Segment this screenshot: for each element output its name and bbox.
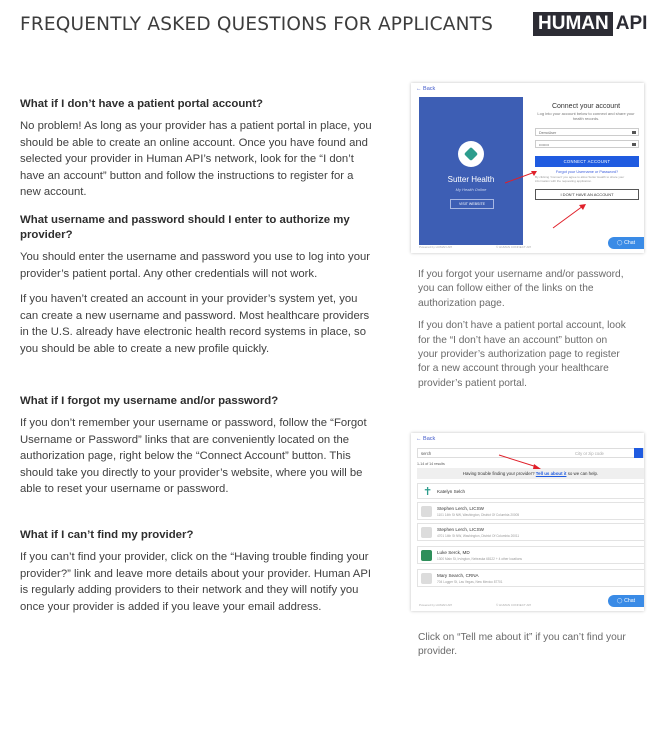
trouble-suffix: so we can help. — [567, 471, 599, 476]
provider-name: Mary Search, CRNA — [437, 573, 479, 578]
search-caption — [418, 631, 628, 668]
connect-subtitle: Log into your account below to connect and share your health records. — [537, 111, 635, 121]
chat-label: Chat — [624, 240, 636, 246]
avatar-icon — [421, 506, 432, 517]
logo-human: HUMAN — [533, 12, 613, 36]
list-item[interactable] — [417, 546, 644, 564]
faq-question: What if I don’t have a patient portal account? — [20, 98, 264, 110]
trouble-text: Having trouble finding your provider? — [462, 471, 535, 476]
provider-address: 1300 Main St, Irvington, Nebraska 68122 + 4 other locations — [437, 557, 522, 561]
forgot-credentials-link[interactable]: Forgot your Username or Password? — [555, 170, 619, 174]
caption-paragraph: If you don’t have a patient portal account, look for the “I don’t have an account” button on your provider’s authorization page to register for a new account through your healthcare provider’s patient portal. — [418, 320, 626, 389]
faq-section — [20, 97, 375, 210]
tell-us-link[interactable]: Tell us about it — [535, 471, 567, 476]
auth-page-screenshot — [411, 83, 644, 253]
chat-icon: ◯ — [616, 240, 625, 246]
chat-icon: ◯ — [616, 598, 625, 604]
faq-answer: If you can’t find your provider, click on the “Having trouble finding your provider?” link and leave more details about your provider. Human API is regularly adding providers to their network and they will notify you once your provider is added if you leave your email address. — [20, 551, 372, 613]
consent-text: By clicking 'Connect' you agree to allow Sutter Health to share your information with the requesting application. — [535, 175, 625, 183]
clinic-logo-icon — [421, 550, 432, 561]
avatar-icon — [421, 573, 432, 584]
list-item[interactable] — [417, 569, 644, 587]
faq-question: What if I can’t find my provider? — [20, 529, 194, 541]
provider-address: 1101 14th St NW, Washington, District Of Columbia 20005 — [437, 513, 520, 517]
copyright-footer: © HUMAN CONNECT API — [496, 245, 532, 249]
arrow-to-tell-us-icon — [497, 453, 547, 471]
connect-title: Connect your account — [551, 103, 621, 110]
back-link[interactable]: ← Back — [416, 86, 436, 92]
username-field[interactable]: DemoUser — [535, 128, 639, 136]
search-button[interactable] — [634, 448, 643, 458]
provider-name: Luke Serck, MD — [437, 550, 470, 555]
powered-by-footer: Powered by HUMAN API — [419, 245, 453, 249]
faq-section — [20, 528, 375, 624]
arrow-to-forgot-icon — [503, 169, 543, 185]
arrow-to-no-account-icon — [551, 201, 591, 231]
caption-paragraph: Click on “Tell me about it” if you can’t find your provider. — [418, 632, 626, 658]
no-account-button[interactable]: I DON'T HAVE AN ACCOUNT — [535, 189, 639, 200]
results-count: 1-14 of 14 results — [417, 462, 445, 466]
provider-name: Stephen Lerch, LICSW — [437, 506, 484, 511]
auth-caption — [418, 268, 628, 399]
provider-tagline: My Health Online — [455, 187, 487, 192]
city-input[interactable]: City or zip code — [575, 451, 604, 456]
chat-button[interactable] — [608, 237, 644, 249]
faq-answer: You should enter the username and password you use to log into your provider’s patient portal. Any other credentials will not work. — [20, 251, 371, 280]
provider-cross-icon: ✝ — [423, 486, 433, 498]
faq-answer: No problem! As long as your provider has a patient portal in place, you should be able to create an online account. Once you have found and selected your provider in Human API’s network, look for the “I don’t have an account” button and follow the instructions to register for a new account. — [20, 120, 372, 199]
back-link[interactable]: ← Back — [416, 436, 436, 442]
provider-search-screenshot — [411, 433, 644, 611]
copyright-footer: © HUMAN CONNECT API — [496, 603, 532, 607]
list-item[interactable] — [417, 523, 644, 541]
chat-label: Chat — [624, 598, 636, 604]
list-item[interactable] — [417, 483, 644, 499]
connect-account-button[interactable]: CONNECT ACCOUNT — [535, 156, 639, 167]
faq-answer: If you haven’t created an account in your provider’s system yet, you can create a new username and password. Most healthcare providers in the U.S. already have electronic health record systems in place, so you should be able to create a new profile quickly. — [20, 293, 370, 355]
provider-address: 704 Lugger St, Las Vegas, New Mexico 87701 — [437, 580, 503, 584]
sutter-health-logo-icon — [458, 141, 484, 167]
faq-section — [20, 394, 375, 507]
list-item[interactable] — [417, 502, 644, 520]
logo-api: API — [615, 13, 647, 34]
faq-question: What username and password should I enter to authorize my provider? — [20, 214, 350, 241]
avatar-icon — [421, 527, 432, 538]
page-title: FREQUENTLY ASKED QUESTIONS FOR APPLICANTS — [20, 14, 494, 35]
provider-name: Sutter Health — [447, 175, 495, 184]
visit-website-button[interactable]: VISIT WEBSITE — [450, 199, 494, 209]
provider-name: Stephen Lerch, LICSW — [437, 527, 484, 532]
provider-name: Katelyn Selch — [437, 489, 466, 494]
faq-answer: If you don’t remember your username or password, follow the “Forgot Username or Password” links that are conveniently located on the authorization page, right below the “Connect Account” button. This should take you directly to your provider’s website, where you will be able to reset your username or password. — [20, 417, 367, 496]
powered-by-footer: Powered by HUMAN API — [419, 603, 453, 607]
chat-button[interactable] — [608, 595, 644, 607]
password-field[interactable]: •••••••• — [535, 140, 639, 148]
humanapi-logo — [533, 12, 647, 36]
faq-question: What if I forgot my username and/or password? — [20, 395, 279, 407]
search-query: serch — [421, 451, 432, 456]
caption-paragraph: If you forgot your username and/or password, you can follow either of the links on the authorization page. — [418, 269, 624, 309]
provider-address: 4701 14th St NW, Washington, District Of Columbia 20011 — [437, 534, 520, 538]
faq-section — [20, 213, 375, 367]
